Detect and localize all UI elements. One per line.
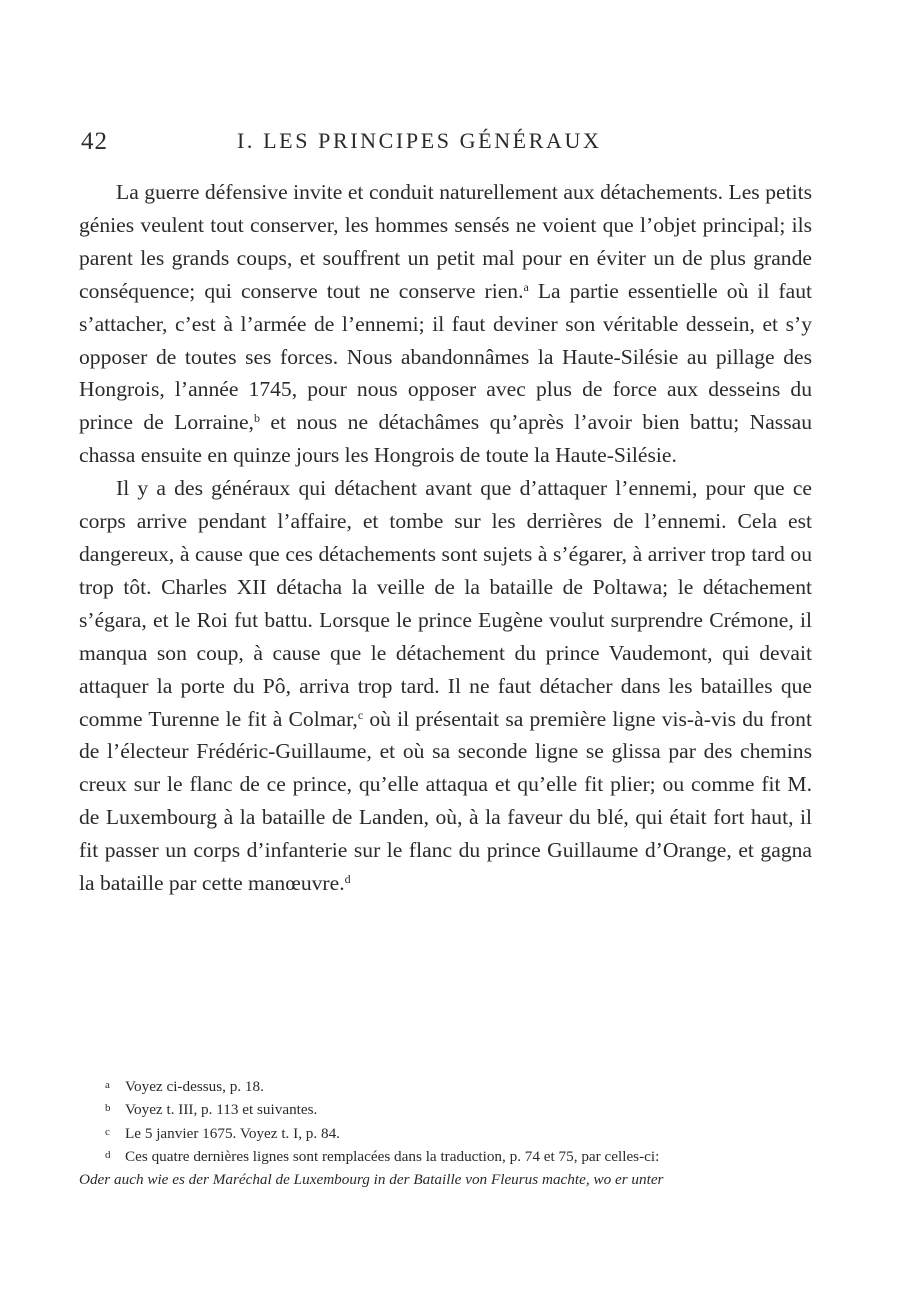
footnote-d-continuation: Oder auch wie es der Maréchal de Luxembourg in der Bataille von Fleurus machte, wo er unter [79,1171,664,1189]
footnote-ref-d: d [344,872,351,887]
footnote-marker: b [105,1102,111,1115]
paragraph-2-text-part-1: Il y a des généraux qui détachent avant que d’attaquer l’ennemi, pour que ce corps arrive pendant l’affaire, et tombe sur les derrières de l’ennemi. Cela est dangereux, à cause que ces détachements sont sujets à s’égarer, à arriver trop tard ou trop tôt. Charles XII détacha la veille de la bataille de Poltawa; le détachement s’égara, et le Roi fut battu. Lorsque le prince Eugène voulut surprendre Crémone, il manqua son coup, à cause que le détachement du prince Vaudemont, qui devait attaquer la porte du Pô, arriva trop tard. Il ne faut détacher dans les batailles que comme Turenne le fit à Colmar, [79,476,812,731]
footnote-marker: c [105,1125,110,1138]
paragraph-1-text-part-3: et nous ne détachâmes qu’après l’avoir bien battu; Nassau chassa ensuite en quinze jours les Hongrois de toute la Haute-Silésie. [79,410,812,468]
book-page [79,122,812,1189]
footnote-marker: d [105,1148,111,1161]
footnote-b [79,1098,812,1121]
footnote-c [79,1122,812,1145]
footnote-ref-a: a [523,279,529,294]
chapter-title: I. LES PRINCIPES GÉNÉRAUX [237,128,602,153]
footnote-ref-c: c [357,707,364,722]
running-head [79,122,812,162]
paragraph-2 [79,472,812,900]
footnotes [79,1075,812,1191]
footnote-ref-b: b [253,411,260,426]
paragraph-1-text-part-2: La partie essentielle où il faut s’attacher, c’est à l’armée de l’ennemi; il faut deviner son véritable dessein, et s’y opposer de toutes ses forces. Nous abandonnâmes la Haute-Silésie au pillage des Hongrois, l’année 1745, pour nous opposer avec plus de force aux desseins du prince de Lorraine, [79,278,812,435]
footnote-marker: a [105,1079,110,1091]
body-text [79,176,812,900]
footnote-text: Voyez t. III, p. 113 et suivantes. [125,1101,318,1119]
paragraph-1 [79,176,812,472]
footnote-d [79,1145,812,1168]
footnote-a [79,1075,812,1098]
paragraph-1-text-part-1: La guerre défensive invite et conduit naturellement aux détachements. Les petits génies veulent tout conserver, les hommes sensés ne voient que l’objet principal; ils parent les grands coups, et souffrent un petit mal pour en éviter un de plus grande conséquence; qui conserve tout ne conserve rien. [79,180,812,303]
page-number: 42 [81,128,108,155]
footnote-text: Ces quatre dernières lignes sont remplacées dans la traduction, p. 74 et 75, par celles-ci: [125,1147,660,1165]
paragraph-2-text-part-2: où il présentait sa première ligne vis-à-vis du front de l’électeur Frédéric-Guillaume, et où sa seconde ligne se glissa par des chemins creux sur le flanc de ce prince, qu’elle attaqua et qu’elle fit plier; ou comme fit M. de Luxembourg à la bataille de Landen, où, à la faveur du blé, qui était fort haut, il fit passer un corps d’infanterie sur le flanc du prince Guillaume d’Orange, et gagna la bataille par cette manœuvre. [79,706,812,896]
footnote-text: Voyez ci-dessus, p. 18. [125,1078,264,1095]
footnote-text: Le 5 janvier 1675. Voyez t. I, p. 84. [125,1124,340,1142]
